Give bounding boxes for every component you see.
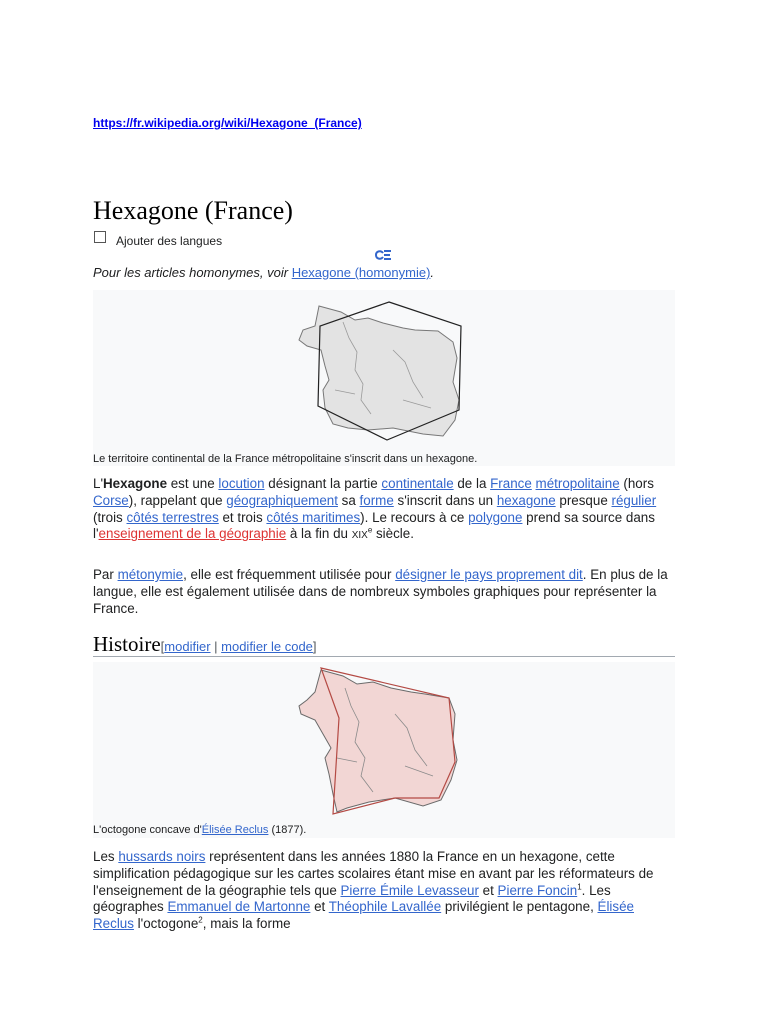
page-title: Hexagone (France) (93, 196, 293, 225)
levasseur-link[interactable]: Pierre Émile Levasseur (340, 882, 479, 898)
section-heading-histoire (93, 632, 675, 657)
cotes-maritimes-link[interactable]: côtés maritimes (266, 509, 361, 525)
add-languages-label[interactable]: Ajouter des langues (116, 234, 223, 248)
foncin-link[interactable]: Pierre Foncin (497, 882, 578, 898)
forme-link[interactable]: forme (359, 492, 394, 508)
locution-link[interactable]: locution (218, 476, 265, 491)
section-edit-links: [modifier | modifier le code] (160, 639, 317, 654)
figure-caption: L'octogone concave d'Élisée Reclus (1877). (93, 824, 307, 836)
octagon-figure (93, 662, 675, 838)
hatnote: Pour les articles homonymes, voir Hexagone (homonymie). (93, 265, 435, 280)
modifier-code-link[interactable]: modifier le code (221, 639, 313, 654)
hexagon-map-image (93, 290, 675, 450)
polygone-link[interactable]: polygone (468, 509, 523, 525)
figure-caption: Le territoire continental de la France métropolitaine s'inscrit dans un hexagone. (93, 453, 478, 465)
france-metropolitaine-link-part2[interactable]: métropolitaine (535, 476, 620, 491)
enseignement-geographie-link[interactable]: enseignement de la géographie (98, 526, 287, 542)
intro-paragraph: L'Hexagone est une locution désignant la partie continentale de la France métropolitaine (hors Corse), rappelant que géographiquement sa forme s'inscrit dans un hexagone presque régulier (trois côtés terrestres et trois côtés maritimes). Le recours à ce polygone prend sa source dans l'enseignement de la géographie à la fin du XIXe siècle. (93, 476, 657, 542)
modifier-link[interactable]: modifier (164, 639, 211, 654)
hexagone-link[interactable]: hexagone (496, 492, 556, 508)
ref-2[interactable]: 2 (198, 915, 203, 925)
elisee-reclus-caption-link[interactable]: Élisée Reclus (201, 824, 269, 836)
france-metropolitaine-link[interactable]: France (490, 476, 532, 491)
hexagon-figure (93, 290, 675, 466)
section-title: Histoire (93, 632, 161, 656)
elisee-reclus-link[interactable]: Élisée Reclus (93, 899, 634, 932)
add-languages-checkbox[interactable] (94, 231, 106, 243)
geographiquement-link[interactable]: géographiquement (226, 492, 338, 508)
corse-link[interactable]: Corse (93, 492, 129, 508)
lavallee-link[interactable]: Théophile Lavallée (328, 899, 442, 915)
histoire-paragraph: Les hussards noirs représentent dans les années 1880 la France en un hexagone, cette simplification pédagogique sur les cartes scolaires étant mise en avant par les réformateurs de l'enseignement de la géographie tels que Pierre Émile Levasseur et Pierre Foncin$^1$. Les géographes Emmanuel de Martonne et Théophile Lavallée privilégient le pentagone, Élisée Reclus l'octogone$^2$, mais la forme (93, 849, 654, 932)
metonymie-link[interactable]: métonymie (117, 567, 184, 582)
de-martonne-link[interactable]: Emmanuel de Martonne (167, 899, 311, 915)
homonymie-link[interactable]: Hexagone (homonymie) (291, 265, 431, 280)
metonymie-paragraph: Par métonymie, elle est fréquemment utilisée pour désigner le pays proprement dit. En plus de la langue, elle est également utilisée dans de nombreux symboles graphiques pour représenter la France. (93, 567, 668, 616)
ref-1[interactable]: 1 (577, 882, 582, 892)
designer-pays-link[interactable]: désigner le pays proprement dit (395, 567, 583, 582)
octagon-map-image (93, 662, 675, 822)
translate-icon[interactable] (372, 248, 394, 262)
regulier-link[interactable]: régulier (611, 492, 657, 508)
continentale-link[interactable]: continentale (381, 476, 454, 491)
source-url-link[interactable]: https://fr.wikipedia.org/wiki/Hexagone_(France) (93, 116, 362, 130)
hussards-noirs-link[interactable]: hussards noirs (118, 849, 206, 864)
cotes-terrestres-link[interactable]: côtés terrestres (126, 509, 219, 525)
